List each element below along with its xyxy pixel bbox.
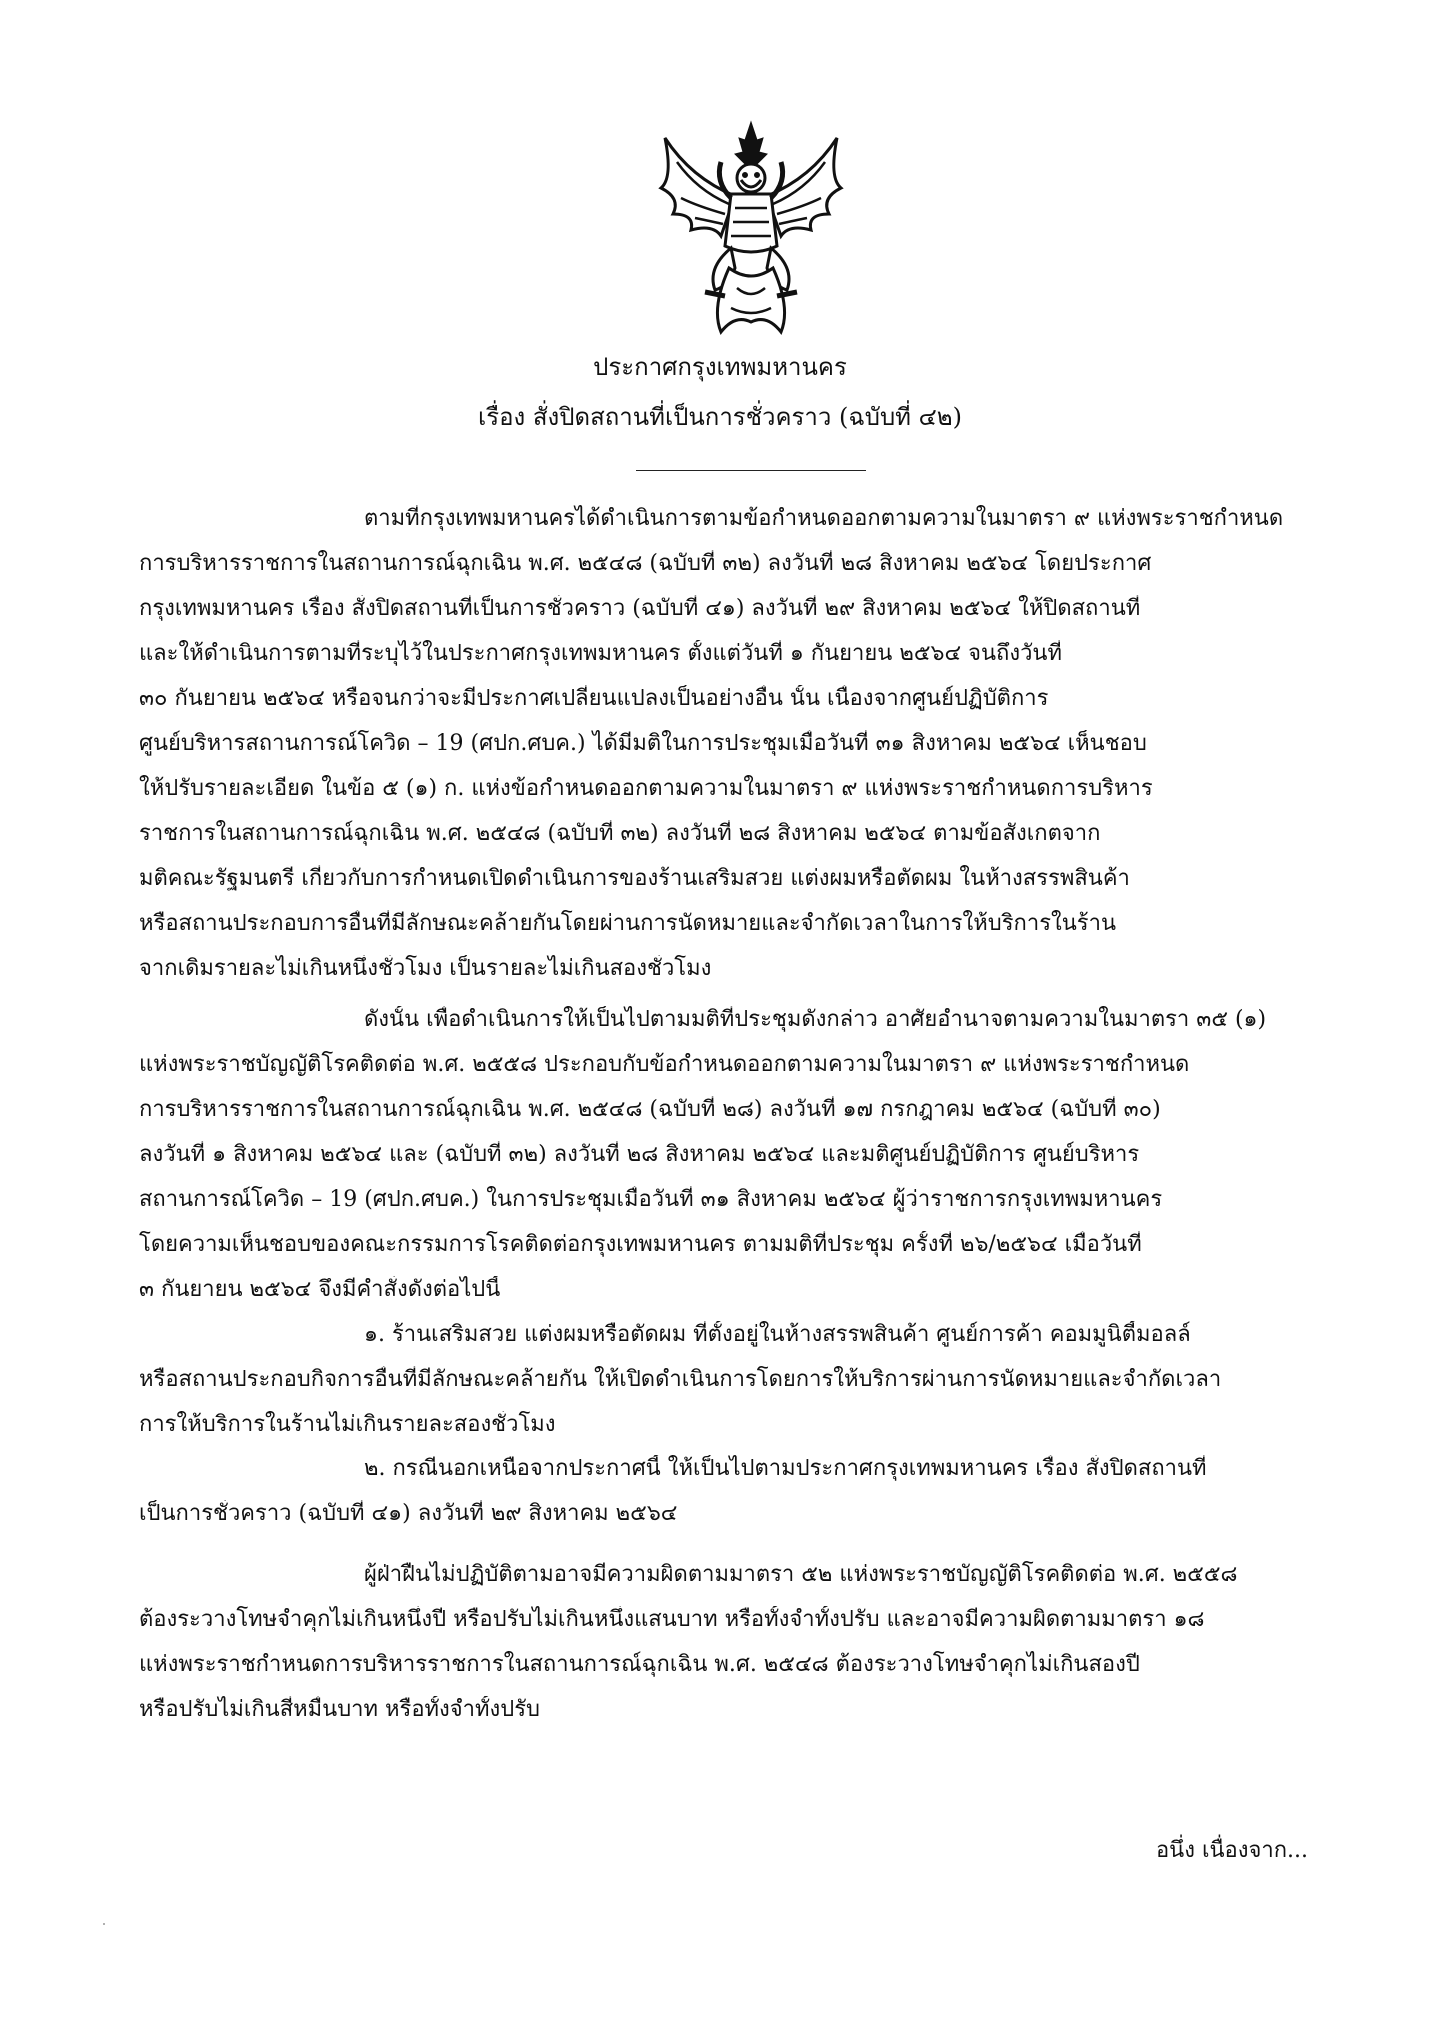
paragraph-line: และให้ดำเนินการตามที่ระบุไว้ในประกาศกรุงเทพมหานคร ตั้งแต่วันที่ ๑ กันยายน ๒๕๖๔ จนถึงวันที่ <box>139 641 1062 666</box>
paragraph-line: ต้องระวางโทษจำคุกไม่เกินหนึ่งปี หรือปรับไม่เกินหนึ่งแสนบาท หรือทั้งจำทั้งปรับ และอาจมีความผิดตามมาตรา ๑๘ <box>139 1607 1205 1632</box>
paragraph-line: ๑. ร้านเสริมสวย แต่งผมหรือตัดผม ที่ตั้งอยู่ในห้างสรรพสินค้า ศูนย์การค้า คอมมูนิตี้มอลล์ <box>364 1322 1191 1347</box>
paragraph-line: หรือปรับไม่เกินสี่หมื่นบาท หรือทั้งจำทั้งปรับ <box>139 1697 541 1722</box>
paragraph-order <box>139 1006 1302 1321</box>
order-item-1 <box>139 1321 1302 1456</box>
continuation-note: อนึ่ง เนื่องจาก... <box>1155 1838 1308 1863</box>
paragraph-line: การให้บริการในร้านไม่เกินรายละสองชั่วโมง <box>139 1412 556 1437</box>
paragraph-line: ดังนั้น เพื่อดำเนินการให้เป็นไปตามมติที่ประชุมดังกล่าว อาศัยอำนาจตามความในมาตรา ๓๕ (๑) <box>364 1007 1267 1032</box>
paragraph-line: แห่งพระราชกำหนดการบริหารราชการในสถานการณ์ฉุกเฉิน พ.ศ. ๒๕๔๘ ต้องระวางโทษจำคุกไม่เกินสองปี <box>139 1652 1140 1677</box>
paragraph-line: ๒. กรณีนอกเหนือจากประกาศนี้ ให้เป็นไปตามประกาศกรุงเทพมหานคร เรื่อง สั่งปิดสถานที่ <box>364 1456 1207 1481</box>
paragraph-line: การบริหารราชการในสถานการณ์ฉุกเฉิน พ.ศ. ๒๕๔๘ (ฉบับที่ ๓๒) ลงวันที่ ๒๘ สิงหาคม ๒๕๖๔ โดยประกาศ <box>139 551 1152 576</box>
paragraph-line: กรุงเทพมหานคร เรื่อง สั่งปิดสถานที่เป็นการชั่วคราว (ฉบับที่ ๔๑) ลงวันที่ ๒๙ สิงหาคม ๒๕๖๔ ให้ปิดสถานที่ <box>139 596 1141 621</box>
document-subject: เรื่อง สั่งปิดสถานที่เป็นการชั่วคราว (ฉบับที่ ๔๒) <box>478 403 962 431</box>
paragraph-line: ให้ปรับรายละเอียด ในข้อ ๕ (๑) ก. แห่งข้อกำหนดออกตามความในมาตรา ๙ แห่งพระราชกำหนดการบริหาร <box>139 776 1153 801</box>
paragraph-line: ๓ กันยายน ๒๕๖๔ จึงมีคำสั่งดังต่อไปนี้ <box>139 1277 501 1302</box>
paragraph-line: แห่งพระราชบัญญัติโรคติดต่อ พ.ศ. ๒๕๕๘ ประกอบกับข้อกำหนดออกตามความในมาตรา ๙ แห่งพระราชกำหนด <box>139 1052 1190 1077</box>
order-item-2 <box>139 1455 1302 1545</box>
garuda-emblem-icon <box>651 118 851 340</box>
paragraph-line: ๓๐ กันยายน ๒๕๖๔ หรือจนกว่าจะมีประกาศเปลี่ยนแปลงเป็นอย่างอื่น นั้น เนื่องจากศูนย์ปฏิบัติการ <box>139 686 1049 711</box>
title-divider <box>636 470 866 471</box>
paragraph-line: จากเดิมรายละไม่เกินหนึ่งชั่วโมง เป็นรายละไม่เกินสองชั่วโมง <box>139 956 712 981</box>
paragraph-line: ผู้ฝ่าฝืนไม่ปฏิบัติตามอาจมีความผิดตามมาตรา ๕๒ แห่งพระราชบัญญัติโรคติดต่อ พ.ศ. ๒๕๕๘ <box>364 1562 1238 1587</box>
paragraph-line: สถานการณ์โควิด – 19 (ศปก.ศบค.) ในการประชุมเมื่อวันที่ ๓๑ สิงหาคม ๒๕๖๔ ผู้ว่าราชการกรุงเทพมหานคร <box>139 1187 1163 1212</box>
paragraph-penalty <box>139 1561 1302 1741</box>
paragraph-line: ตามที่กรุงเทพมหานครได้ดำเนินการตามข้อกำหนดออกตามความในมาตรา ๙ แห่งพระราชกำหนด <box>364 506 1284 531</box>
paragraph-line: ศูนย์บริหารสถานการณ์โควิด – 19 (ศปก.ศบค.) ได้มีมติในการประชุมเมื่อวันที่ ๓๑ สิงหาคม ๒๕๖๔ เห็นชอบ <box>139 731 1147 756</box>
paragraph-line: เป็นการชั่วคราว (ฉบับที่ ๔๑) ลงวันที่ ๒๙ สิงหาคม ๒๕๖๔ <box>139 1501 678 1526</box>
scan-speck <box>103 1923 105 1925</box>
paragraph-line: มติคณะรัฐมนตรี เกี่ยวกับการกำหนดเปิดดำเนินการของร้านเสริมสวย แต่งผมหรือตัดผม ในห้างสรรพสินค้า <box>139 866 1130 891</box>
paragraph-line: หรือสถานประกอบการอื่นที่มีลักษณะคล้ายกันโดยผ่านการนัดหมายและจำกัดเวลาในการให้บริการในร้าน <box>139 911 1117 936</box>
paragraph-line: ราชการในสถานการณ์ฉุกเฉิน พ.ศ. ๒๕๔๘ (ฉบับที่ ๓๒) ลงวันที่ ๒๘ สิงหาคม ๒๕๖๔ ตามข้อสังเกตจาก <box>139 821 1101 846</box>
paragraph-line: หรือสถานประกอบกิจการอื่นที่มีลักษณะคล้ายกัน ให้เปิดดำเนินการโดยการให้บริการผ่านการนัดหมายและจำกัดเวลา <box>139 1367 1222 1392</box>
paragraph-background <box>139 505 1302 1000</box>
paragraph-line: โดยความเห็นชอบของคณะกรรมการโรคติดต่อกรุงเทพมหานคร ตามมติที่ประชุม ครั้งที่ ๒๖/๒๕๖๔ เมื่อวันที่ <box>139 1232 1142 1257</box>
document-title: ประกาศกรุงเทพมหานคร <box>593 353 847 381</box>
paragraph-line: การบริหารราชการในสถานการณ์ฉุกเฉิน พ.ศ. ๒๕๔๘ (ฉบับที่ ๒๘) ลงวันที่ ๑๗ กรกฎาคม ๒๕๖๔ (ฉบับที่ ๓๐) <box>139 1097 1161 1122</box>
paragraph-line: ลงวันที่ ๑ สิงหาคม ๒๕๖๔ และ (ฉบับที่ ๓๒) ลงวันที่ ๒๘ สิงหาคม ๒๕๖๔ และมติศูนย์ปฏิบัติการ ศูนย์บริหาร <box>139 1142 1140 1167</box>
